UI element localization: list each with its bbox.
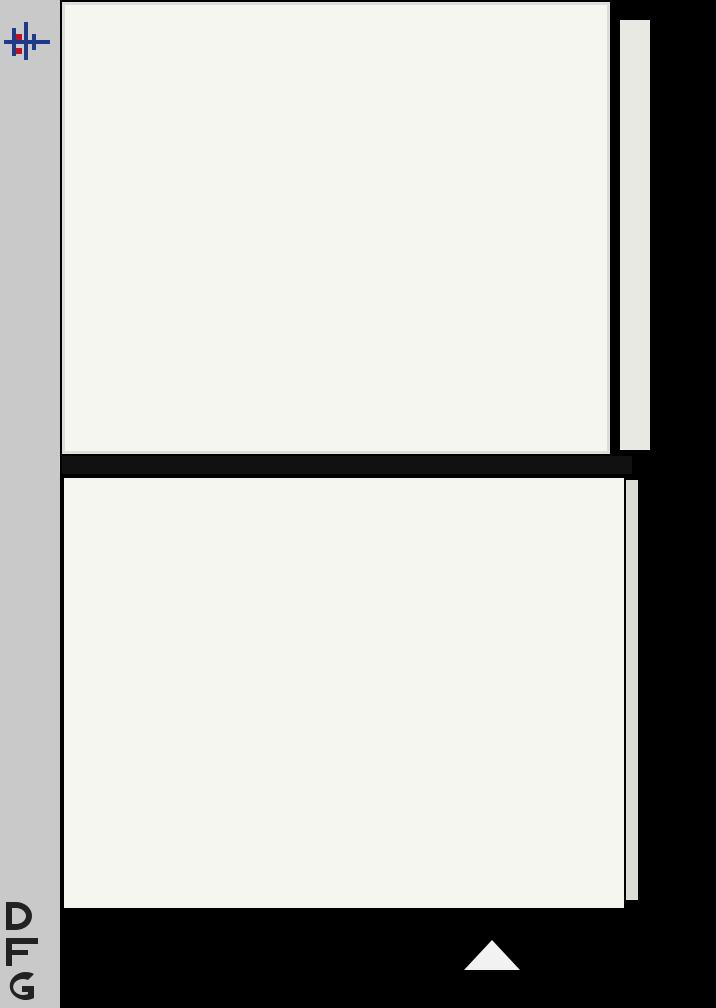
- binding-gutter: [62, 456, 632, 474]
- university-logo-icon: [2, 14, 52, 64]
- page-edge-lower: [626, 480, 638, 900]
- manuscript-scan: [60, 0, 716, 1008]
- dfg-logo-icon: [4, 900, 40, 1004]
- manuscript-page-upper: [62, 2, 610, 454]
- page-corner-fold: [464, 940, 520, 970]
- metadata-strip: [0, 0, 60, 1008]
- manuscript-page-lower: [64, 478, 624, 908]
- page-edge: [620, 20, 650, 450]
